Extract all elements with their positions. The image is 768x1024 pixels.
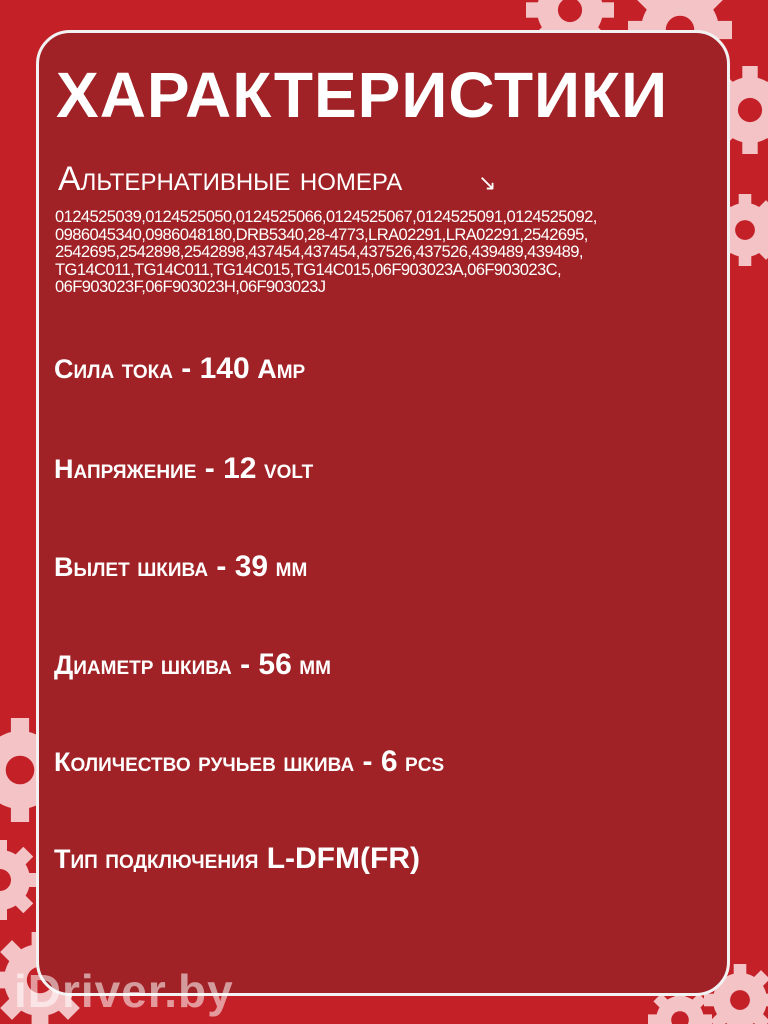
spec-label: Напряжение <box>54 454 197 484</box>
alt-numbers-line: 06F903023F,06F903023H,06F903023J <box>55 277 326 297</box>
spec-pulley-offset <box>54 550 307 584</box>
spec-separator: - <box>196 452 224 485</box>
spec-separator: - <box>208 550 235 583</box>
spec-label: Количество ручьев шкива <box>54 747 355 777</box>
alt-numbers-line: 2542695,2542898,2542898,437454,437454,437526,437526,439489,439489, <box>55 242 583 262</box>
alt-numbers-list <box>55 208 727 296</box>
spec-separator: - <box>354 745 381 778</box>
spec-unit: мм <box>299 650 331 680</box>
alt-numbers-line: TG14C011,TG14C011,TG14C015,TG14C015,06F903023A,06F903023C, <box>55 259 562 279</box>
spec-unit: Amp <box>257 354 306 384</box>
alt-numbers-heading: Альтернативные номера <box>58 160 403 198</box>
spec-unit: мм <box>275 552 308 582</box>
spec-value: 39 <box>234 550 269 583</box>
spec-label: Диаметр шкива <box>54 650 232 680</box>
spec-value: 12 <box>223 452 257 485</box>
spec-separator: - <box>172 352 200 385</box>
spec-current <box>54 352 305 386</box>
spec-unit: pcs <box>405 747 445 777</box>
spec-voltage <box>54 452 313 486</box>
spec-value: 6 <box>380 745 398 778</box>
spec-label: Сила тока <box>54 354 173 384</box>
spec-pulley-diameter <box>54 648 331 682</box>
spec-separator: - <box>231 648 259 681</box>
watermark: iDriver.by <box>14 965 234 1017</box>
arrow-down-right-icon: ↘ <box>478 170 497 195</box>
spec-separator <box>258 842 266 875</box>
spec-label: Вылет шкива <box>54 552 209 582</box>
alt-numbers-line: 0124525039,0124525050,0124525066,0124525067,0124525091,0124525092, <box>55 207 597 226</box>
spec-unit: volt <box>263 454 314 484</box>
spec-connection-type <box>54 842 420 876</box>
spec-value: 56 <box>258 648 292 681</box>
alt-numbers-line: 0986045340,0986048180,DRB5340,28-4773,LRA02291,LRA02291,2542695, <box>55 224 588 244</box>
spec-value: L-DFM(FR) <box>266 842 420 875</box>
page-title: ХАРАКТЕРИСТИКИ <box>56 59 669 131</box>
spec-value: 140 <box>199 352 250 385</box>
spec-pulley-grooves <box>54 745 444 779</box>
spec-label: Тип подключения <box>54 844 259 874</box>
